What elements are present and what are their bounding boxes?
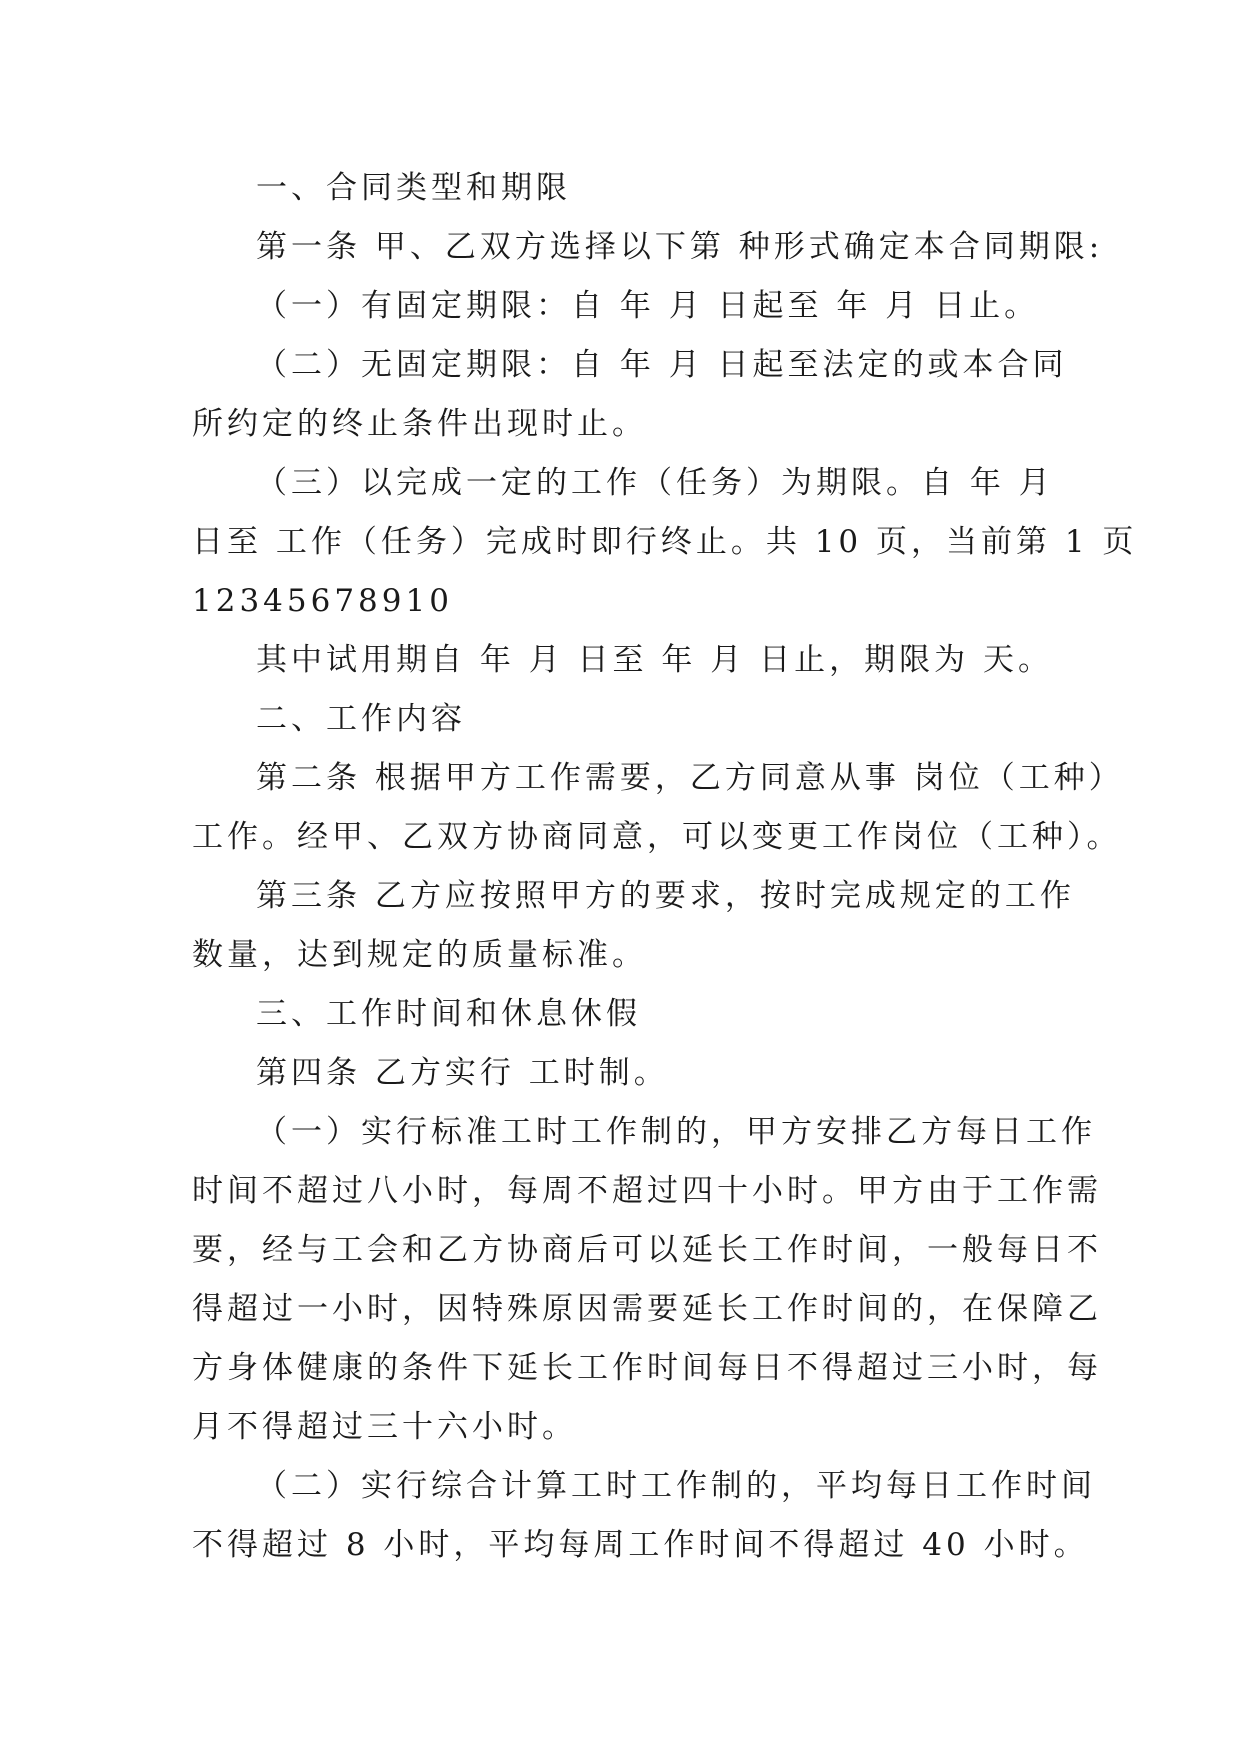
clause-4-1-cont: 得超过一小时，因特殊原因需要延长工作时间的，在保障乙 [192, 1291, 1102, 1327]
clause-4-1-cont: 时间不超过八小时，每周不超过四十小时。甲方由于工作需 [192, 1173, 1102, 1209]
clause-4-1-cont: 方身体健康的条件下延长工作时间每日不得超过三小时，每 [192, 1350, 1102, 1386]
probation-period: 其中试用期自 年 月 日至 年 月 日止，期限为 天。 [256, 642, 1053, 678]
article-2: 第二条 根据甲方工作需要，乙方同意从事 岗位（工种） [256, 760, 1124, 796]
clause-4-2: （二）实行综合计算工时工作制的，平均每日工作时间 [256, 1468, 1096, 1504]
clause-1-2-cont: 所约定的终止条件出现时止。 [192, 406, 647, 442]
clause-1-3-cont: 日至 工作（任务）完成时即行终止。共 10 页，当前第 1 页 [192, 524, 1138, 560]
clause-4-1-cont: 要，经与工会和乙方协商后可以延长工作时间，一般每日不 [192, 1232, 1102, 1268]
clause-4-1: （一）实行标准工时工作制的，甲方安排乙方每日工作 [256, 1114, 1096, 1150]
section-heading: 三、工作时间和休息休假 [256, 996, 641, 1032]
clause-1-1: （一）有固定期限：自 年 月 日起至 年 月 日止。 [256, 288, 1040, 324]
article-3: 第三条 乙方应按照甲方的要求，按时完成规定的工作 [256, 878, 1075, 914]
article-2-cont: 工作。经甲、乙双方协商同意，可以变更工作岗位（工种）。 [192, 819, 1122, 855]
clause-4-2-cont: 不得超过 8 小时，平均每周工作时间不得超过 40 小时。 [192, 1527, 1089, 1563]
section-heading: 二、工作内容 [256, 701, 466, 737]
article-3-cont: 数量，达到规定的质量标准。 [192, 937, 647, 973]
article-1: 第一条 甲、乙双方选择以下第 种形式确定本合同期限: [256, 229, 1104, 265]
page-numbers: 12345678910 [192, 583, 453, 619]
section-heading: 一、合同类型和期限 [256, 170, 571, 206]
contract-text [192, 159, 1138, 1575]
article-4: 第四条 乙方实行 工时制。 [256, 1055, 669, 1091]
clause-1-3: （三）以完成一定的工作（任务）为期限。自 年 月 [256, 465, 1054, 501]
clause-1-2: （二）无固定期限：自 年 月 日起至法定的或本合同 [256, 347, 1068, 383]
clause-4-1-cont: 月不得超过三十六小时。 [192, 1409, 577, 1445]
